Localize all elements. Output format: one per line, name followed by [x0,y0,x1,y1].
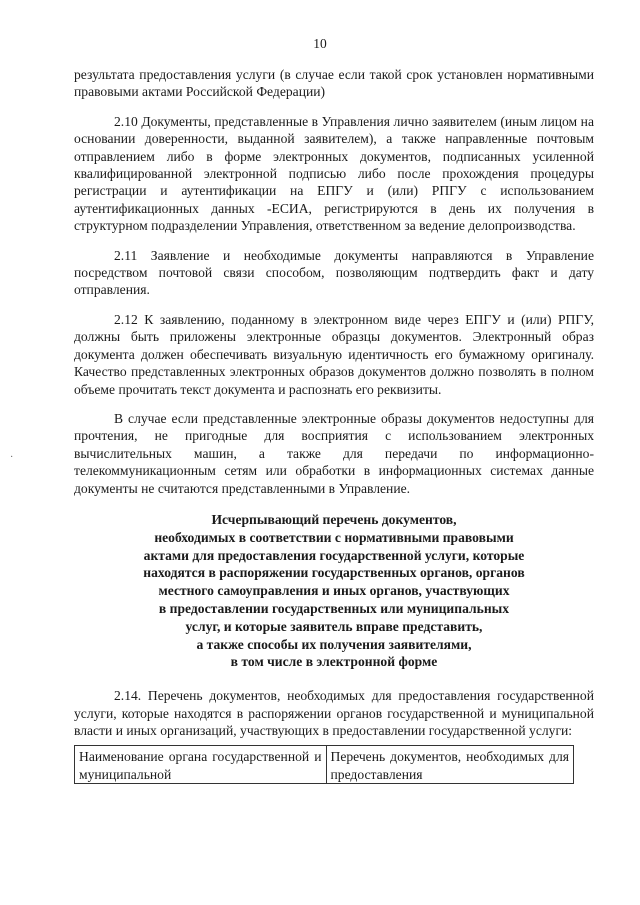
paragraph-2-11: 2.11 Заявление и необходимые документы направляются в Управление посредством почтовой связи способом, позволяющим подтвердить факт и дату отправления. [74,247,594,298]
table-header-documents: Перечень документов, необходимых для предоставления [326,746,574,784]
documents-table-wrapper [74,743,594,785]
heading-line: в предоставлении государственных или муниципальных [158,600,510,616]
paragraph-continuation: результата предоставления услуги (в случае если такой срок установлен нормативными правовыми актами Российской Федерации) [74,67,594,100]
margin-mark: · [10,452,14,463]
heading-line: находятся в распоряжении государственных органов, органов [143,565,525,581]
heading-line: а также способы их получения заявителями, [196,636,472,652]
heading-line: необходимых в соответствии с нормативными правовыми [154,529,514,545]
heading-line: местного самоуправления и иных органов, участвующих [158,583,510,599]
heading-line: актами для предоставления государственной услуги, которые [143,547,525,563]
documents-table [74,745,574,784]
heading-line: услуг, и которые заявитель вправе представить, [185,618,483,634]
paragraph-2-10: 2.10 Документы, представленные в Управления лично заявителем (иным лицом на основании доверенности, выданной заявителем), а также направленные почтовым отправлением либо в форме электронных документов, подписанных усиленной квалифицированной электронной подписью либо после прохождения процедуры регистрации и аутентификации на ЕПГУ и (или) РПГУ с использованием аутентификационных данных -ЕСИА, регистрируются в день их получения в структурном подразделении Управления, ответственном за ведение делопроизводства. [74,113,594,234]
table-header-organ: Наименование органа государственной и муниципальной [75,746,327,784]
paragraph-2-12-continued: В случае если представленные электронные образы документов недоступны для прочтения, не пригодные для восприятия с использованием электронных вычислительных машин, а также для передачи по информационно-телекоммуникационным сетям или обработки в информационных системах данные документы не считаются представленными в Управление. [74,410,594,496]
heading-line: Исчерпывающий перечень документов, [211,511,457,527]
document-body [74,66,594,785]
paragraph-2-12: 2.12 К заявлению, поданному в электронном виде через ЕПГУ и (или) РПГУ, должны быть приложены электронные образцы документов. Электронный образ документа должен обеспечивать визуальную идентичность его бумажному оригиналу. Качество представленных электронных образов документов должно позволять в полном объеме прочитать текст документа и распознать его реквизиты. [74,311,594,397]
page-number: 10 [313,36,327,51]
section-heading [74,511,594,671]
heading-line: в том числе в электронной форме [230,654,438,670]
table-row [75,746,574,784]
paragraph-2-14: 2.14. Перечень документов, необходимых для предоставления государственной услуги, которые находятся в распоряжении органов государственной и муниципальной власти и иных организаций, участвующих в предоставлении государственной услуги: [74,688,594,738]
